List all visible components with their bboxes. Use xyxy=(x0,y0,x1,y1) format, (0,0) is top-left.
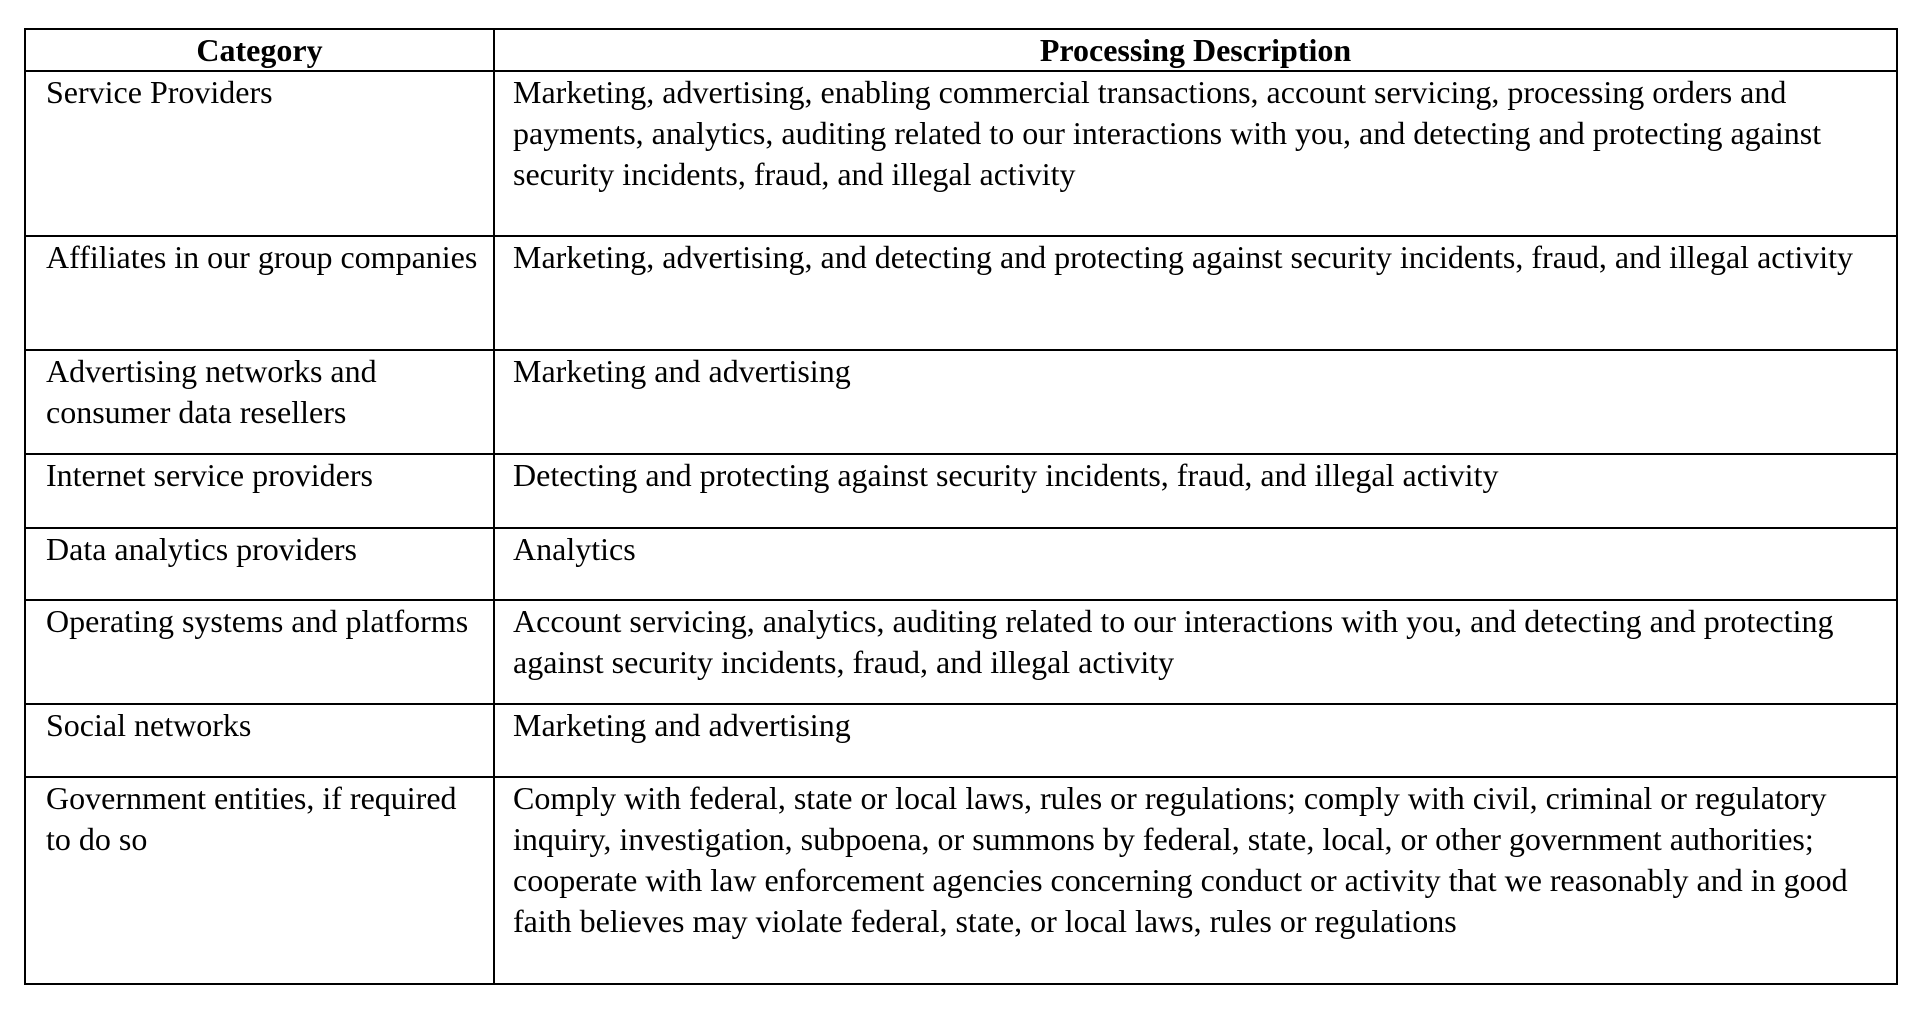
description-cell: Marketing and advertising xyxy=(494,350,1897,454)
table-row xyxy=(25,704,1897,777)
table-row xyxy=(25,777,1897,984)
category-cell: Data analytics providers xyxy=(25,528,494,600)
category-cell: Government entities, if required to do so xyxy=(25,777,494,984)
category-cell: Advertising networks and consumer data resellers xyxy=(25,350,494,454)
category-cell: Social networks xyxy=(25,704,494,777)
category-cell: Service Providers xyxy=(25,71,494,236)
description-cell: Marketing, advertising, and detecting and protecting against security incidents, fraud, and illegal activity xyxy=(494,236,1897,350)
description-cell: Marketing, advertising, enabling commercial transactions, account servicing, processing orders and payments, analytics, auditing related to our interactions with you, and detecting and protecting against security incidents, fraud, and illegal activity xyxy=(494,71,1897,236)
table-header-row xyxy=(25,29,1897,71)
table-row xyxy=(25,600,1897,704)
table-row xyxy=(25,236,1897,350)
table-row xyxy=(25,528,1897,600)
description-column-header: Processing Description xyxy=(494,29,1897,71)
category-column-header: Category xyxy=(25,29,494,71)
description-cell: Marketing and advertising xyxy=(494,704,1897,777)
category-cell: Internet service providers xyxy=(25,454,494,528)
table-row xyxy=(25,454,1897,528)
processing-table xyxy=(24,28,1898,985)
category-cell: Operating systems and platforms xyxy=(25,600,494,704)
table-row xyxy=(25,71,1897,236)
description-cell: Analytics xyxy=(494,528,1897,600)
category-cell: Affiliates in our group companies xyxy=(25,236,494,350)
description-cell: Detecting and protecting against security incidents, fraud, and illegal activity xyxy=(494,454,1897,528)
description-cell: Comply with federal, state or local laws, rules or regulations; comply with civil, criminal or regulatory inquiry, investigation, subpoena, or summons by federal, state, local, or other government authorities; cooperate with law enforcement agencies concerning conduct or activity that we reasonably and in good faith believes may violate federal, state, or local laws, rules or regulations xyxy=(494,777,1897,984)
description-cell: Account servicing, analytics, auditing related to our interactions with you, and detecting and protecting against security incidents, fraud, and illegal activity xyxy=(494,600,1897,704)
table-row xyxy=(25,350,1897,454)
